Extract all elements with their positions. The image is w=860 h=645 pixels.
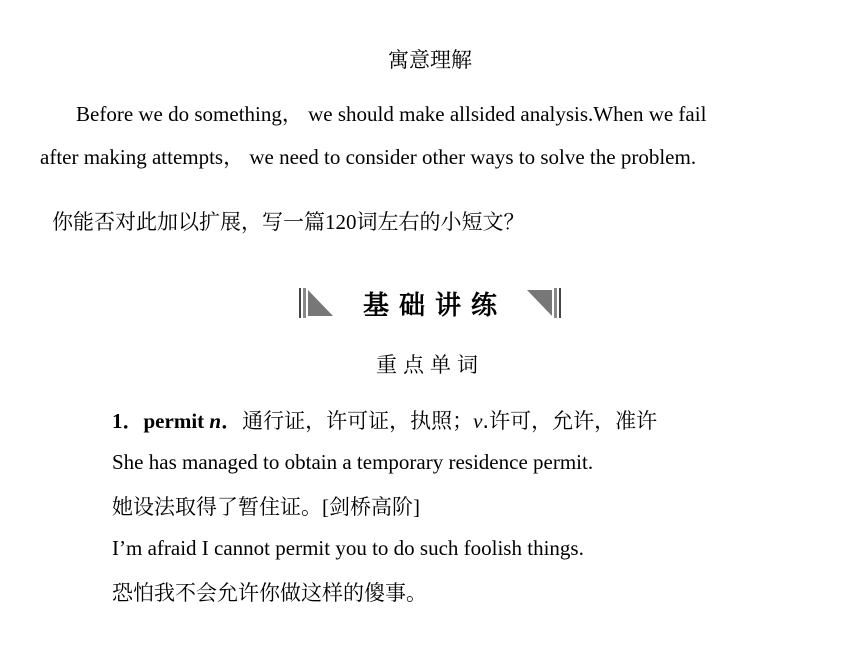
- entry-word: permit: [143, 409, 205, 433]
- writing-prompt: [52, 206, 525, 236]
- entry-meaning-v: .许可，允许，准许: [482, 409, 658, 433]
- entry-pos-n: n: [209, 409, 222, 433]
- prompt-before: 你能否对此加以扩展，写一篇: [52, 210, 325, 234]
- vocab-entry-header: [112, 405, 657, 435]
- section-banner: [0, 283, 860, 323]
- moral-heading: 寓意理解: [388, 48, 472, 72]
- moral-line-2: after making attempts， we need to consider other ways to solve the problem.: [40, 145, 697, 169]
- example-1-source: 剑桥高阶: [329, 495, 413, 519]
- section-title: 基础讲练: [362, 290, 507, 321]
- example-2-english: I’m afraid I cannot permit you to do such foolish things.: [112, 536, 584, 560]
- example-1-english: She has managed to obtain a temporary residence permit.: [112, 450, 594, 474]
- right-bracket-icon: [521, 286, 563, 320]
- example-2-chinese: 恐怕我不会允许你做这样的傻事。: [112, 581, 427, 605]
- left-bracket-icon: [297, 286, 339, 320]
- source-bracket-close: ]: [413, 495, 420, 519]
- entry-dot: ．: [221, 409, 243, 433]
- section-subtitle: 重点单词: [376, 353, 484, 377]
- entry-meaning-n: 通行证，许可证，执照；: [242, 409, 474, 433]
- moral-line-1: [40, 93, 800, 136]
- moral-paragraph: [40, 93, 800, 179]
- entry-pos-v: v: [473, 409, 483, 433]
- prompt-number: 120: [325, 210, 357, 234]
- source-bracket-open: [: [322, 495, 329, 519]
- entry-number: 1．: [112, 409, 144, 433]
- example-1-translation: 她设法取得了暂住证。: [112, 495, 322, 519]
- example-1-chinese: [112, 491, 420, 521]
- moral-line-1-text: Before we do something， we should make allsided analysis.When we fail: [76, 102, 707, 126]
- prompt-after: 词左右的小短文？: [356, 210, 525, 234]
